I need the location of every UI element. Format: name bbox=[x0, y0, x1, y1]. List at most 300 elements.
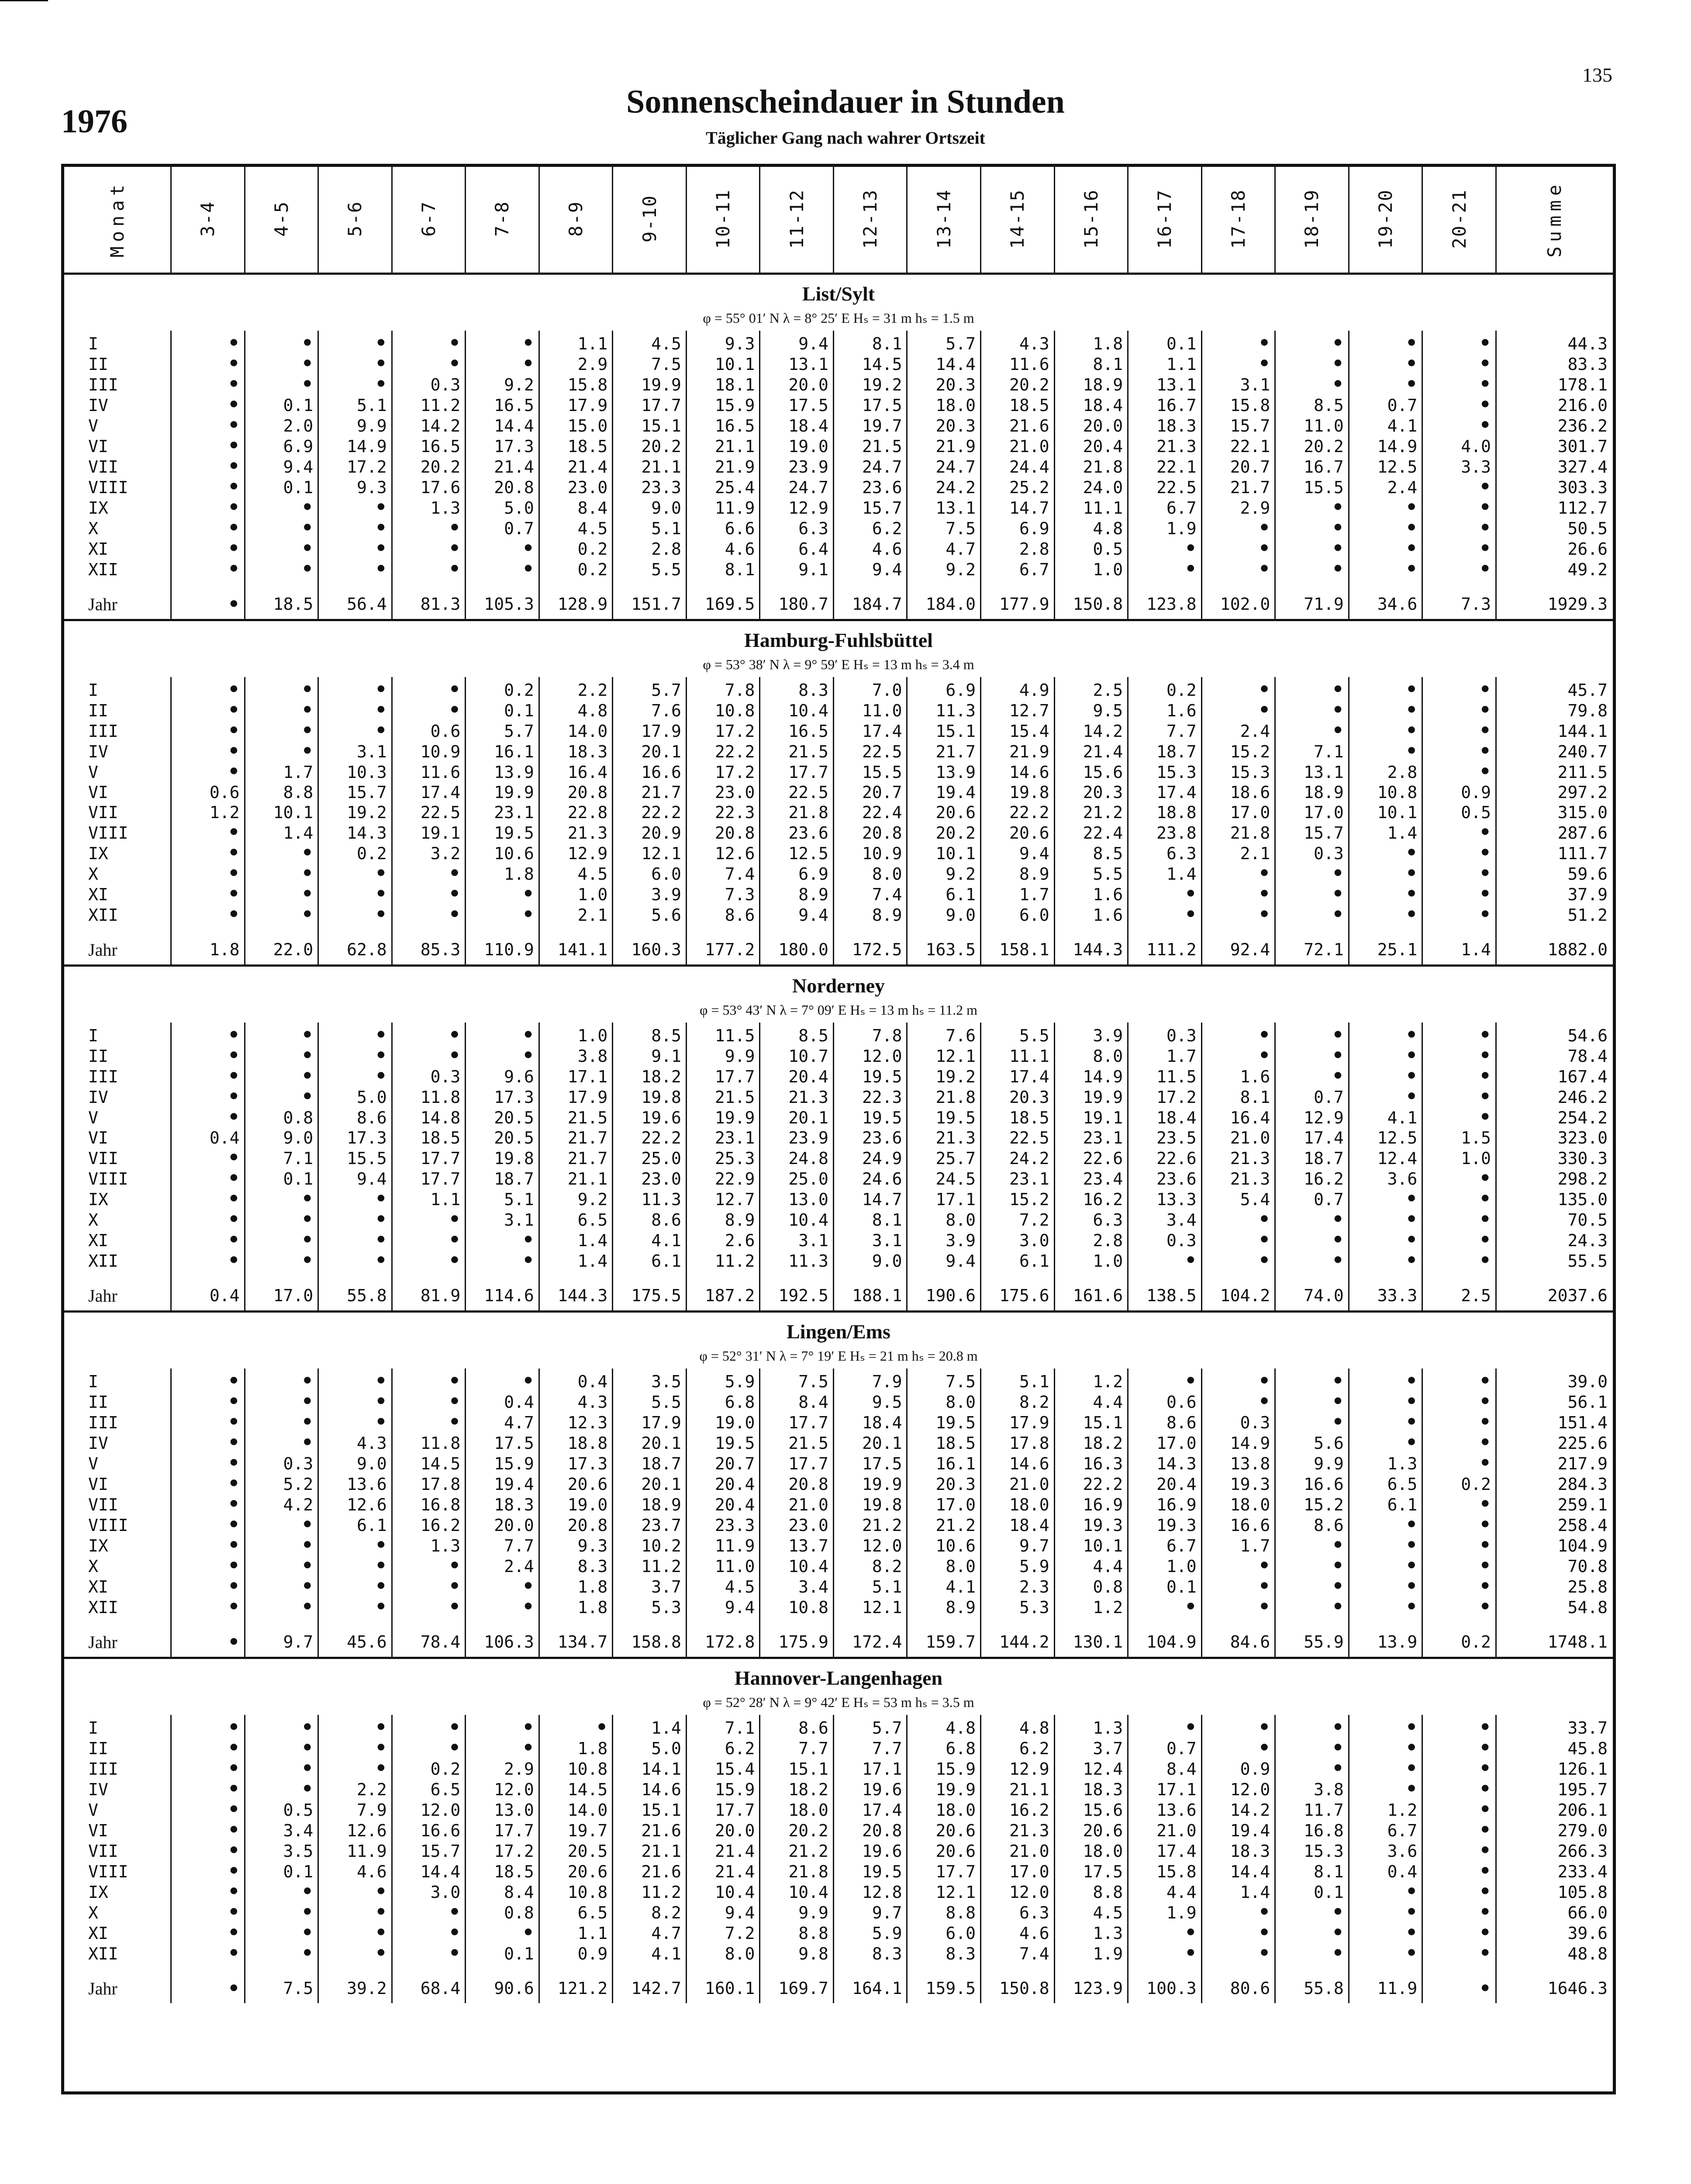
sum-cell: 54.8 bbox=[1567, 1597, 1608, 1617]
no-value-dot: • bbox=[1258, 1392, 1270, 1412]
value-cell bbox=[318, 1023, 392, 1046]
value-cell: 6.1 bbox=[613, 1251, 687, 1271]
year-value-cell bbox=[171, 1973, 245, 2003]
no-value-dot: • bbox=[1332, 1392, 1344, 1412]
no-value-dot: • bbox=[228, 1597, 240, 1617]
month-label: V bbox=[64, 1800, 171, 1820]
value-cell: 12.0 bbox=[833, 1046, 907, 1066]
value-cell: 19.1 bbox=[1054, 1107, 1128, 1128]
value-cell: 15.5 bbox=[318, 1148, 392, 1168]
table-row bbox=[64, 1556, 1613, 1576]
no-value-dot: • bbox=[1405, 864, 1418, 884]
value-cell bbox=[1275, 700, 1349, 721]
no-value-dot: • bbox=[522, 1716, 534, 1738]
value-cell: 19.6 bbox=[833, 1779, 907, 1800]
value-cell: 17.0 bbox=[907, 1494, 981, 1515]
value-cell: 16.2 bbox=[1054, 1189, 1128, 1209]
month-label: VII bbox=[64, 1841, 171, 1861]
no-value-dot: • bbox=[228, 741, 240, 762]
value-cell: 23.6 bbox=[760, 822, 834, 843]
value-cell: 8.5 bbox=[613, 1023, 687, 1046]
value-cell: 16.6 bbox=[392, 1820, 466, 1841]
value-cell: 5.5 bbox=[1054, 864, 1128, 884]
sum-cell: 78.4 bbox=[1567, 1046, 1608, 1066]
value-cell: 4.1 bbox=[1349, 415, 1422, 436]
sum-cell: 217.9 bbox=[1557, 1454, 1608, 1473]
no-value-dot: • bbox=[1332, 518, 1344, 539]
year-value-cell: 175.5 bbox=[613, 1281, 687, 1312]
spacer-row bbox=[64, 1964, 1613, 1973]
value-cell bbox=[1349, 1392, 1422, 1412]
no-value-dot: • bbox=[1405, 1597, 1418, 1617]
no-value-dot: • bbox=[375, 539, 387, 559]
value-cell: 1.4 bbox=[1128, 864, 1202, 884]
value-cell bbox=[171, 1738, 245, 1759]
value-cell bbox=[1422, 415, 1496, 436]
value-cell bbox=[1422, 518, 1496, 539]
value-cell bbox=[245, 498, 318, 518]
value-cell: 18.4 bbox=[760, 415, 834, 436]
value-cell bbox=[1349, 518, 1422, 539]
value-cell bbox=[318, 1923, 392, 1943]
page-number: 135 bbox=[1582, 64, 1612, 86]
station-coords-row bbox=[64, 997, 1613, 1023]
value-cell: 15.3 bbox=[1128, 762, 1202, 782]
no-value-dot: • bbox=[1258, 1597, 1270, 1617]
value-cell bbox=[318, 1535, 392, 1556]
value-cell: 4.1 bbox=[613, 1943, 687, 1964]
value-cell: 6.1 bbox=[318, 1515, 392, 1535]
no-value-dot: • bbox=[228, 1515, 240, 1535]
spacer-row bbox=[64, 1617, 1613, 1627]
sum-cell: 144.1 bbox=[1557, 721, 1608, 741]
value-cell: 0.1 bbox=[245, 395, 318, 415]
no-value-dot: • bbox=[1405, 721, 1418, 741]
value-cell: 13.1 bbox=[1128, 374, 1202, 395]
value-cell bbox=[1422, 1087, 1496, 1107]
year-value-cell: 158.8 bbox=[613, 1627, 687, 1658]
value-cell: 2.2 bbox=[318, 1779, 392, 1800]
value-cell bbox=[171, 1453, 245, 1474]
no-value-dot: • bbox=[449, 1556, 461, 1576]
value-cell: 17.5 bbox=[1054, 1861, 1128, 1882]
value-cell bbox=[171, 1368, 245, 1392]
value-cell: 22.5 bbox=[981, 1128, 1055, 1148]
no-value-dot: • bbox=[449, 864, 461, 884]
value-cell: 17.7 bbox=[392, 1168, 466, 1189]
no-value-dot: • bbox=[301, 1943, 314, 1964]
value-cell: 5.2 bbox=[245, 1474, 318, 1494]
value-cell: 20.6 bbox=[907, 802, 981, 822]
value-cell: 23.9 bbox=[760, 1128, 834, 1148]
value-cell bbox=[245, 905, 318, 925]
value-cell bbox=[318, 1412, 392, 1433]
value-cell: 9.7 bbox=[833, 1902, 907, 1923]
value-cell bbox=[1422, 1189, 1496, 1209]
value-cell bbox=[171, 1820, 245, 1841]
month-label: VIII bbox=[64, 1861, 171, 1882]
no-value-dot: • bbox=[375, 700, 387, 721]
value-cell bbox=[1275, 331, 1349, 354]
spacer-cell bbox=[833, 1271, 907, 1281]
month-label: VIII bbox=[64, 1168, 171, 1189]
value-cell: 9.5 bbox=[1054, 700, 1128, 721]
value-cell: 7.8 bbox=[833, 1023, 907, 1046]
spacer-cell bbox=[318, 1617, 392, 1627]
value-cell: 9.4 bbox=[833, 559, 907, 580]
no-value-dot: • bbox=[1405, 1882, 1418, 1902]
value-cell: 0.9 bbox=[1201, 1759, 1275, 1779]
no-value-dot: • bbox=[1332, 1943, 1344, 1964]
month-label: VII bbox=[64, 1494, 171, 1515]
value-cell: 0.6 bbox=[392, 721, 466, 741]
spacer-cell bbox=[981, 1271, 1055, 1281]
value-cell: 21.7 bbox=[539, 1148, 613, 1168]
year-value-cell: 184.7 bbox=[833, 589, 907, 620]
value-cell: 17.2 bbox=[686, 762, 760, 782]
value-cell: 0.8 bbox=[245, 1107, 318, 1128]
value-cell bbox=[1349, 1576, 1422, 1597]
value-cell: 25.4 bbox=[686, 477, 760, 498]
value-cell: 4.5 bbox=[1054, 1902, 1128, 1923]
value-cell: 3.5 bbox=[613, 1368, 687, 1392]
value-cell: 5.9 bbox=[833, 1923, 907, 1943]
no-value-dot: • bbox=[301, 1902, 314, 1923]
no-value-dot: • bbox=[228, 1576, 240, 1597]
value-cell bbox=[1422, 1494, 1496, 1515]
value-cell: 14.2 bbox=[1201, 1800, 1275, 1820]
no-value-dot: • bbox=[375, 1943, 387, 1964]
value-cell: 18.7 bbox=[1128, 741, 1202, 762]
value-cell: 9.3 bbox=[539, 1535, 613, 1556]
value-cell bbox=[1349, 1535, 1422, 1556]
no-value-dot: • bbox=[1479, 1189, 1491, 1209]
table-row bbox=[64, 1046, 1613, 1066]
value-cell: 6.7 bbox=[1128, 1535, 1202, 1556]
value-cell: 1.3 bbox=[1054, 1923, 1128, 1943]
sum-cell: 236.2 bbox=[1557, 416, 1608, 435]
value-cell bbox=[1349, 677, 1422, 700]
value-cell: 12.0 bbox=[466, 1779, 539, 1800]
no-value-dot: • bbox=[449, 884, 461, 905]
value-cell bbox=[245, 1715, 318, 1738]
value-cell bbox=[1275, 539, 1349, 559]
value-cell: 0.8 bbox=[466, 1902, 539, 1923]
year-value-cell: 56.4 bbox=[318, 589, 392, 620]
value-cell bbox=[1422, 1453, 1496, 1474]
value-cell bbox=[1349, 1368, 1422, 1392]
header-label: 5-6 bbox=[344, 201, 366, 237]
header-hour bbox=[318, 167, 392, 274]
table-row bbox=[64, 436, 1613, 456]
value-cell: 19.9 bbox=[1054, 1087, 1128, 1107]
month-label: VI bbox=[64, 436, 171, 456]
spacer-cell bbox=[64, 1964, 171, 1973]
value-cell bbox=[392, 1412, 466, 1433]
value-cell bbox=[1201, 884, 1275, 905]
value-cell: 4.5 bbox=[539, 518, 613, 539]
no-value-dot: • bbox=[301, 1515, 314, 1535]
value-cell: 0.1 bbox=[1128, 331, 1202, 354]
value-cell: 21.0 bbox=[981, 1474, 1055, 1494]
no-value-dot: • bbox=[1258, 1738, 1270, 1759]
no-value-dot: • bbox=[1332, 864, 1344, 884]
value-cell: 4.7 bbox=[613, 1923, 687, 1943]
value-cell bbox=[1201, 905, 1275, 925]
value-cell: 18.4 bbox=[981, 1515, 1055, 1535]
value-cell bbox=[466, 1923, 539, 1943]
value-cell: 0.3 bbox=[1128, 1023, 1202, 1046]
spacer-cell bbox=[760, 580, 834, 589]
value-cell bbox=[1128, 1251, 1202, 1271]
year-value-cell: 192.5 bbox=[760, 1281, 834, 1312]
value-cell: 1.0 bbox=[539, 1023, 613, 1046]
spacer-cell bbox=[686, 925, 760, 935]
spacer-cell bbox=[171, 1617, 245, 1627]
value-cell: 17.2 bbox=[318, 456, 392, 477]
spacer-cell bbox=[1054, 1617, 1128, 1627]
sum-cell: 83.3 bbox=[1567, 354, 1608, 374]
header-label: Monat bbox=[107, 180, 128, 258]
value-cell bbox=[1422, 1392, 1496, 1412]
sum-cell: 287.6 bbox=[1557, 823, 1608, 843]
station-coords-row bbox=[64, 1690, 1613, 1715]
no-value-dot: • bbox=[1332, 1597, 1344, 1617]
value-cell: 15.7 bbox=[318, 782, 392, 802]
no-value-dot: • bbox=[228, 843, 240, 864]
sum-cell: 266.3 bbox=[1557, 1841, 1608, 1861]
value-cell: 1.8 bbox=[466, 864, 539, 884]
value-cell: 17.8 bbox=[981, 1433, 1055, 1453]
value-cell: 9.2 bbox=[907, 864, 981, 884]
value-cell: 18.9 bbox=[1275, 782, 1349, 802]
value-cell bbox=[392, 1715, 466, 1738]
value-cell bbox=[1275, 1535, 1349, 1556]
value-cell bbox=[1275, 1251, 1349, 1271]
value-cell bbox=[1422, 1759, 1496, 1779]
year-value-cell: 81.9 bbox=[392, 1281, 466, 1312]
no-value-dot: • bbox=[301, 741, 314, 762]
value-cell: 17.5 bbox=[760, 395, 834, 415]
table-row bbox=[64, 1230, 1613, 1251]
value-cell: 0.1 bbox=[466, 1943, 539, 1964]
month-label: VIII bbox=[64, 822, 171, 843]
header-hour bbox=[760, 167, 834, 274]
month-label: I bbox=[64, 331, 171, 354]
value-cell: 17.5 bbox=[466, 1433, 539, 1453]
value-cell: 2.4 bbox=[1349, 477, 1422, 498]
value-cell: 21.5 bbox=[686, 1087, 760, 1107]
no-value-dot: • bbox=[1479, 1046, 1491, 1066]
no-value-dot: • bbox=[375, 1412, 387, 1433]
value-cell: 0.9 bbox=[1422, 782, 1496, 802]
value-cell: 0.4 bbox=[539, 1368, 613, 1392]
value-cell: 11.2 bbox=[613, 1556, 687, 1576]
sum-cell: 55.5 bbox=[1567, 1251, 1608, 1271]
value-cell: 7.4 bbox=[686, 864, 760, 884]
value-cell bbox=[171, 1087, 245, 1107]
value-cell: 15.9 bbox=[686, 395, 760, 415]
no-value-dot: • bbox=[522, 1370, 534, 1392]
no-value-dot: • bbox=[375, 1370, 387, 1392]
value-cell bbox=[392, 1392, 466, 1412]
value-cell bbox=[1422, 1800, 1496, 1820]
value-cell: 10.4 bbox=[686, 1882, 760, 1902]
year-value-cell: 105.3 bbox=[466, 589, 539, 620]
no-value-dot: • bbox=[301, 843, 314, 864]
value-cell: 11.0 bbox=[833, 700, 907, 721]
value-cell: 23.6 bbox=[833, 1128, 907, 1148]
value-cell: 18.0 bbox=[907, 1800, 981, 1820]
sum-cell: 216.0 bbox=[1557, 395, 1608, 415]
sum-cell: 301.7 bbox=[1557, 436, 1608, 456]
jahr-label: Jahr bbox=[64, 589, 171, 620]
value-cell: 5.3 bbox=[981, 1597, 1055, 1617]
value-cell bbox=[318, 1715, 392, 1738]
value-cell: 1.0 bbox=[1128, 1556, 1202, 1576]
value-cell: 20.2 bbox=[392, 456, 466, 477]
value-cell: 0.2 bbox=[466, 677, 539, 700]
no-value-dot: • bbox=[375, 1556, 387, 1576]
value-cell: 3.1 bbox=[833, 1230, 907, 1251]
spacer-row bbox=[64, 925, 1613, 935]
value-cell bbox=[1201, 1230, 1275, 1251]
value-cell: 5.3 bbox=[613, 1597, 687, 1617]
spacer-cell bbox=[245, 1964, 318, 1973]
spacer-cell bbox=[613, 580, 687, 589]
header-label: 8-9 bbox=[565, 201, 587, 237]
year-value-cell: 0.2 bbox=[1422, 1627, 1496, 1658]
no-value-dot: • bbox=[301, 1738, 314, 1759]
sum-cell: 70.8 bbox=[1567, 1556, 1608, 1576]
value-cell: 14.7 bbox=[981, 498, 1055, 518]
month-label: VII bbox=[64, 1148, 171, 1168]
table-row bbox=[64, 498, 1613, 518]
table-row bbox=[64, 1168, 1613, 1189]
sum-cell: 105.8 bbox=[1557, 1882, 1608, 1902]
year-value-cell: 55.8 bbox=[318, 1281, 392, 1312]
value-cell: 11.5 bbox=[686, 1023, 760, 1046]
value-cell: 4.4 bbox=[1054, 1392, 1128, 1412]
value-cell: 9.2 bbox=[907, 559, 981, 580]
value-cell: 9.0 bbox=[613, 498, 687, 518]
no-value-dot: • bbox=[375, 559, 387, 580]
table-row bbox=[64, 1148, 1613, 1168]
value-cell: 21.1 bbox=[613, 1841, 687, 1861]
month-label: I bbox=[64, 1715, 171, 1738]
station-coords: φ = 53° 38′ N λ = 9° 59′ E Hₛ = 13 m hₛ = 3.4 m bbox=[703, 657, 974, 672]
value-cell bbox=[171, 1148, 245, 1168]
station-name: Hannover-Langenhagen bbox=[734, 1667, 943, 1689]
value-cell: 20.6 bbox=[539, 1474, 613, 1494]
value-cell bbox=[245, 1779, 318, 1800]
table-row bbox=[64, 884, 1613, 905]
value-cell: 15.1 bbox=[613, 415, 687, 436]
value-cell: 14.0 bbox=[539, 721, 613, 741]
value-cell bbox=[392, 905, 466, 925]
no-value-dot: • bbox=[228, 1251, 240, 1271]
no-value-dot: • bbox=[1332, 1556, 1344, 1576]
value-cell bbox=[392, 884, 466, 905]
value-cell: 11.8 bbox=[392, 1087, 466, 1107]
table-row bbox=[64, 374, 1613, 395]
sum-cell: 297.2 bbox=[1557, 783, 1608, 802]
value-cell: 1.8 bbox=[539, 1576, 613, 1597]
value-cell: 19.5 bbox=[686, 1433, 760, 1453]
value-cell: 5.1 bbox=[318, 395, 392, 415]
spacer-cell bbox=[1275, 925, 1349, 935]
value-cell bbox=[1201, 1738, 1275, 1759]
value-cell: 9.9 bbox=[760, 1902, 834, 1923]
value-cell: 19.7 bbox=[539, 1820, 613, 1841]
no-value-dot: • bbox=[522, 1923, 534, 1943]
no-value-dot: • bbox=[301, 1556, 314, 1576]
sum-cell: 79.8 bbox=[1567, 701, 1608, 720]
spacer-cell bbox=[392, 1617, 466, 1627]
value-cell: 0.4 bbox=[466, 1392, 539, 1412]
spacer-cell bbox=[1201, 925, 1275, 935]
value-cell: 8.3 bbox=[833, 1943, 907, 1964]
no-value-dot: • bbox=[1405, 1923, 1418, 1943]
month-label: IV bbox=[64, 1433, 171, 1453]
header-hour bbox=[981, 167, 1055, 274]
spacer-cell bbox=[833, 1617, 907, 1627]
value-cell: 7.9 bbox=[833, 1368, 907, 1392]
value-cell bbox=[245, 1759, 318, 1779]
no-value-dot: • bbox=[1479, 1779, 1491, 1800]
year-value-cell: 144.2 bbox=[981, 1627, 1055, 1658]
table-row bbox=[64, 1820, 1613, 1841]
value-cell: 19.3 bbox=[1054, 1515, 1128, 1535]
value-cell: 6.1 bbox=[981, 1251, 1055, 1271]
no-value-dot: • bbox=[1405, 1716, 1418, 1738]
station-name: List/Sylt bbox=[802, 283, 875, 305]
spacer-cell bbox=[981, 925, 1055, 935]
value-cell: 13.9 bbox=[907, 762, 981, 782]
value-cell bbox=[1201, 331, 1275, 354]
no-value-dot: • bbox=[449, 1738, 461, 1759]
table-row bbox=[64, 518, 1613, 539]
value-cell: 20.6 bbox=[539, 1861, 613, 1882]
column-header-row bbox=[64, 167, 1613, 274]
no-value-dot: • bbox=[228, 374, 240, 395]
table-row bbox=[64, 539, 1613, 559]
no-value-dot: • bbox=[1479, 415, 1491, 436]
value-cell: 15.5 bbox=[1275, 477, 1349, 498]
value-cell: 21.0 bbox=[981, 436, 1055, 456]
no-value-dot: • bbox=[1405, 559, 1418, 580]
value-cell bbox=[171, 1251, 245, 1271]
value-cell: 3.5 bbox=[245, 1841, 318, 1861]
value-cell: 0.5 bbox=[245, 1800, 318, 1820]
no-value-dot: • bbox=[1405, 1392, 1418, 1412]
month-label: IX bbox=[64, 1882, 171, 1902]
value-cell bbox=[171, 1597, 245, 1617]
table-row bbox=[64, 415, 1613, 436]
value-cell: 3.7 bbox=[613, 1576, 687, 1597]
value-cell: 11.2 bbox=[686, 1251, 760, 1271]
no-value-dot: • bbox=[1405, 1251, 1418, 1271]
value-cell: 4.4 bbox=[1128, 1882, 1202, 1902]
year-sum-cell: 1882.0 bbox=[1496, 935, 1613, 966]
value-cell: 18.5 bbox=[981, 1107, 1055, 1128]
value-cell: 17.7 bbox=[686, 1066, 760, 1087]
value-cell bbox=[171, 331, 245, 354]
value-cell: 3.1 bbox=[1201, 374, 1275, 395]
value-cell: 12.6 bbox=[318, 1820, 392, 1841]
year-value-cell: 110.9 bbox=[466, 935, 539, 966]
value-cell: 14.4 bbox=[907, 354, 981, 374]
